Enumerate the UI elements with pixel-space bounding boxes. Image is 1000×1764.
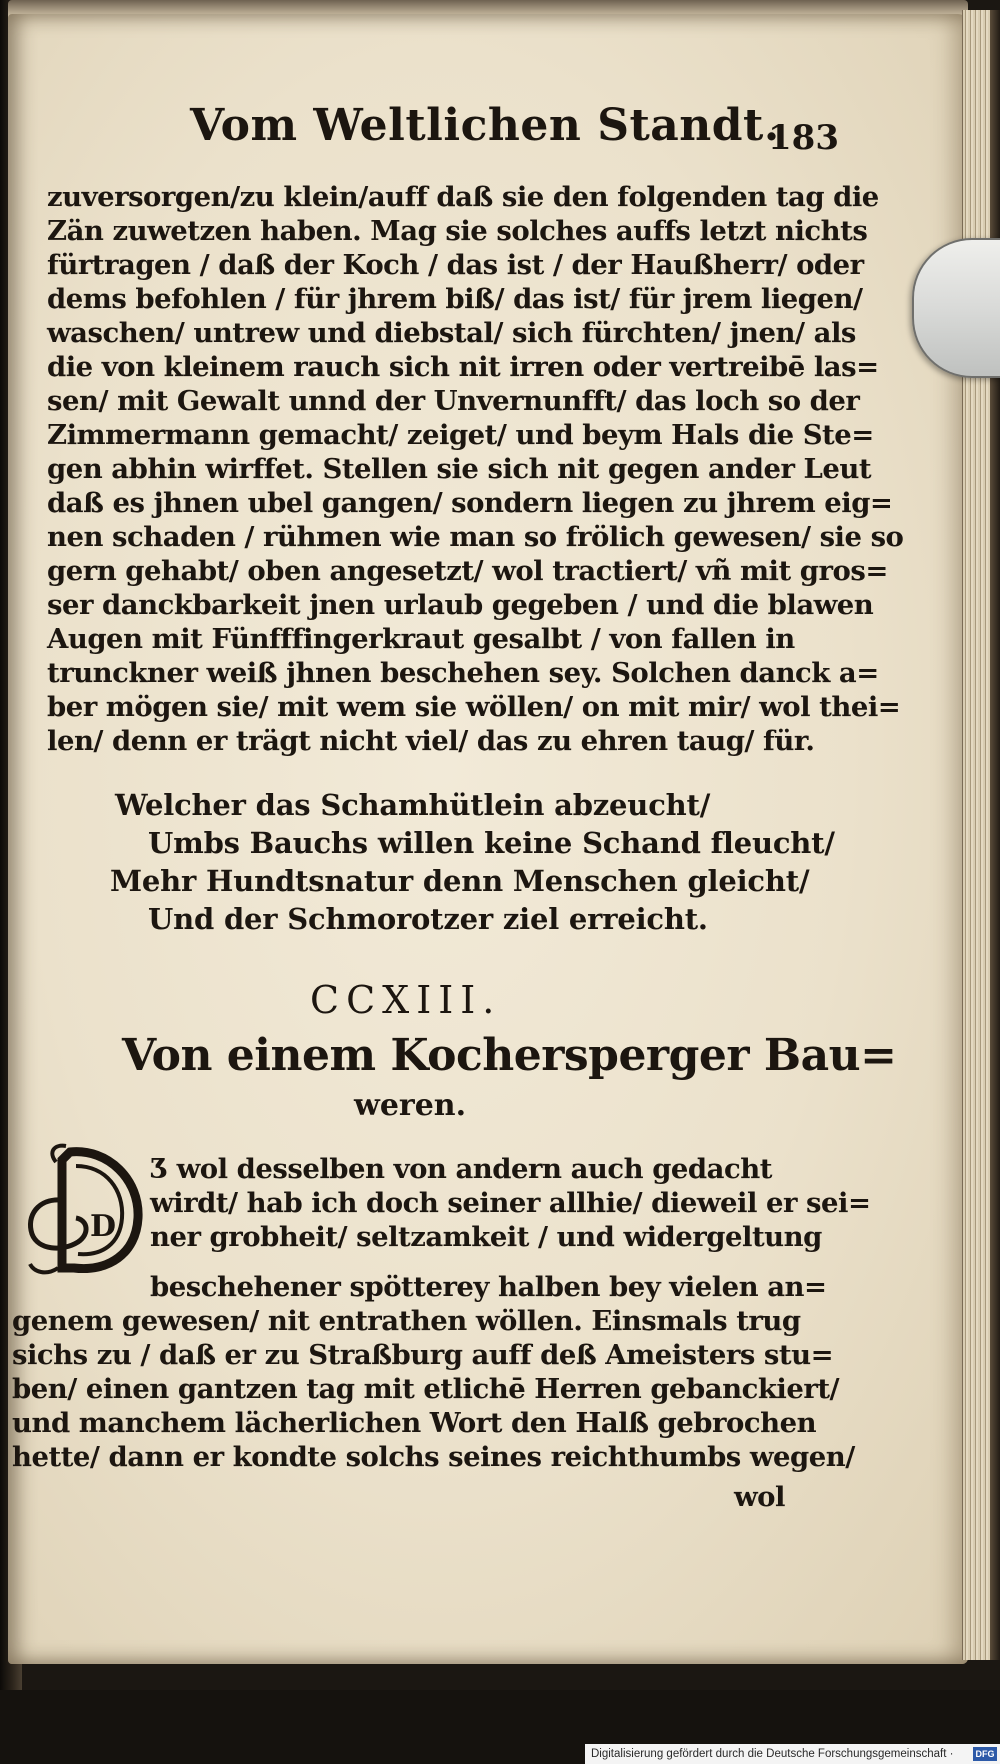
body-line: zuversorgen/zu klein/auff daß sie den folgenden tag die bbox=[47, 181, 879, 213]
chapter-line: beschehener spötterey halben bey vielen an= bbox=[150, 1271, 827, 1303]
initial-letter: D bbox=[90, 1209, 117, 1244]
verse-line: Mehr Hundtsnatur denn Menschen gleicht/ bbox=[110, 864, 810, 898]
body-line: gen abhin wirffet. Stellen sie sich nit gegen ander Leut bbox=[47, 453, 872, 485]
page-number: 183 bbox=[768, 118, 839, 158]
dfg-logo: DFG bbox=[973, 1747, 997, 1761]
body-line: Zän zuwetzen haben. Mag sie solches auffs letzt nichts bbox=[47, 215, 868, 247]
body-line: trunckner weiß jhnen beschehen sey. Solchen danck a= bbox=[47, 657, 879, 689]
chapter-line: hette/ dann er kondte solchs seines reichthumbs wegen/ bbox=[12, 1441, 855, 1473]
body-line: ser danckbarkeit jnen urlaub gegeben / und die blawen bbox=[47, 589, 874, 621]
verse-line: Umbs Bauchs willen keine Schand fleucht/ bbox=[148, 826, 835, 860]
chapter-line: Ʒ wol desselben von andern auch gedacht bbox=[150, 1153, 772, 1185]
body-line: nen schaden / rühmen wie man so frölich gewesen/ sie so bbox=[47, 521, 904, 553]
body-line: die von kleinem rauch sich nit irren oder vertreibē las= bbox=[47, 351, 879, 383]
body-line: Augen mit Fünfffingerkraut gesalbt / von fallen in bbox=[47, 623, 795, 655]
body-line: gern gehabt/ oben angesetzt/ wol tractiert/ vñ mit gros= bbox=[47, 555, 888, 587]
chapter-line: ben/ einen gantzen tag mit etlichē Herren gebanckiert/ bbox=[12, 1373, 840, 1405]
body-line: len/ denn er trägt nicht viel/ das zu ehren taug/ für. bbox=[47, 725, 815, 757]
body-line: fürtragen / daß der Koch / das ist / der Haußherr/ oder bbox=[47, 249, 864, 281]
body-line: daß es jhnen ubel gangen/ sondern liegen zu jhrem eig= bbox=[47, 487, 893, 519]
chapter-line: ner grobheit/ seltzamkeit / und widergeltung bbox=[150, 1221, 822, 1253]
chapter-line: und manchem lächerlichen Wort den Halß gebrochen bbox=[12, 1407, 817, 1439]
body-line: sen/ mit Gewalt unnd der Unvernunfft/ das loch so der bbox=[47, 385, 860, 417]
catchword: wol bbox=[734, 1481, 785, 1513]
decorated-initial bbox=[18, 1140, 148, 1280]
verse-line: Welcher das Schamhütlein abzeucht/ bbox=[115, 788, 711, 822]
verse-line: Und der Schmorotzer ziel erreicht. bbox=[148, 902, 708, 936]
decorated-initial-d-icon bbox=[18, 1140, 148, 1280]
running-head: Vom Weltlichen Standt. bbox=[190, 100, 780, 151]
chapter-number: CCXIII. bbox=[310, 978, 502, 1022]
chapter-title-continuation: weren. bbox=[354, 1088, 467, 1123]
chapter-line: wirdt/ hab ich doch seiner allhie/ dieweil er sei= bbox=[150, 1187, 871, 1219]
body-line: Zimmermann gemacht/ zeiget/ und beym Hals die Ste= bbox=[47, 419, 874, 451]
chapter-line: genem gewesen/ nit entrathen wöllen. Einsmals trug bbox=[12, 1305, 801, 1337]
body-line: waschen/ untrew und diebstal/ sich fürchten/ jnen/ als bbox=[47, 317, 856, 349]
body-line: ber mögen sie/ mit wem sie wöllen/ on mit mir/ wol thei= bbox=[47, 691, 901, 723]
chapter-line: sichs zu / daß er zu Straßburg auff deß Ameisters stu= bbox=[12, 1339, 834, 1371]
body-line: dems befohlen / für jhrem biß/ das ist/ für jrem liegen/ bbox=[47, 283, 863, 315]
digitization-credit: Digitalisierung gefördert durch die Deutsche Forschungsgemeinschaft · bbox=[585, 1744, 1000, 1764]
chapter-title: Von einem Kochersperger Bau= bbox=[122, 1030, 897, 1081]
